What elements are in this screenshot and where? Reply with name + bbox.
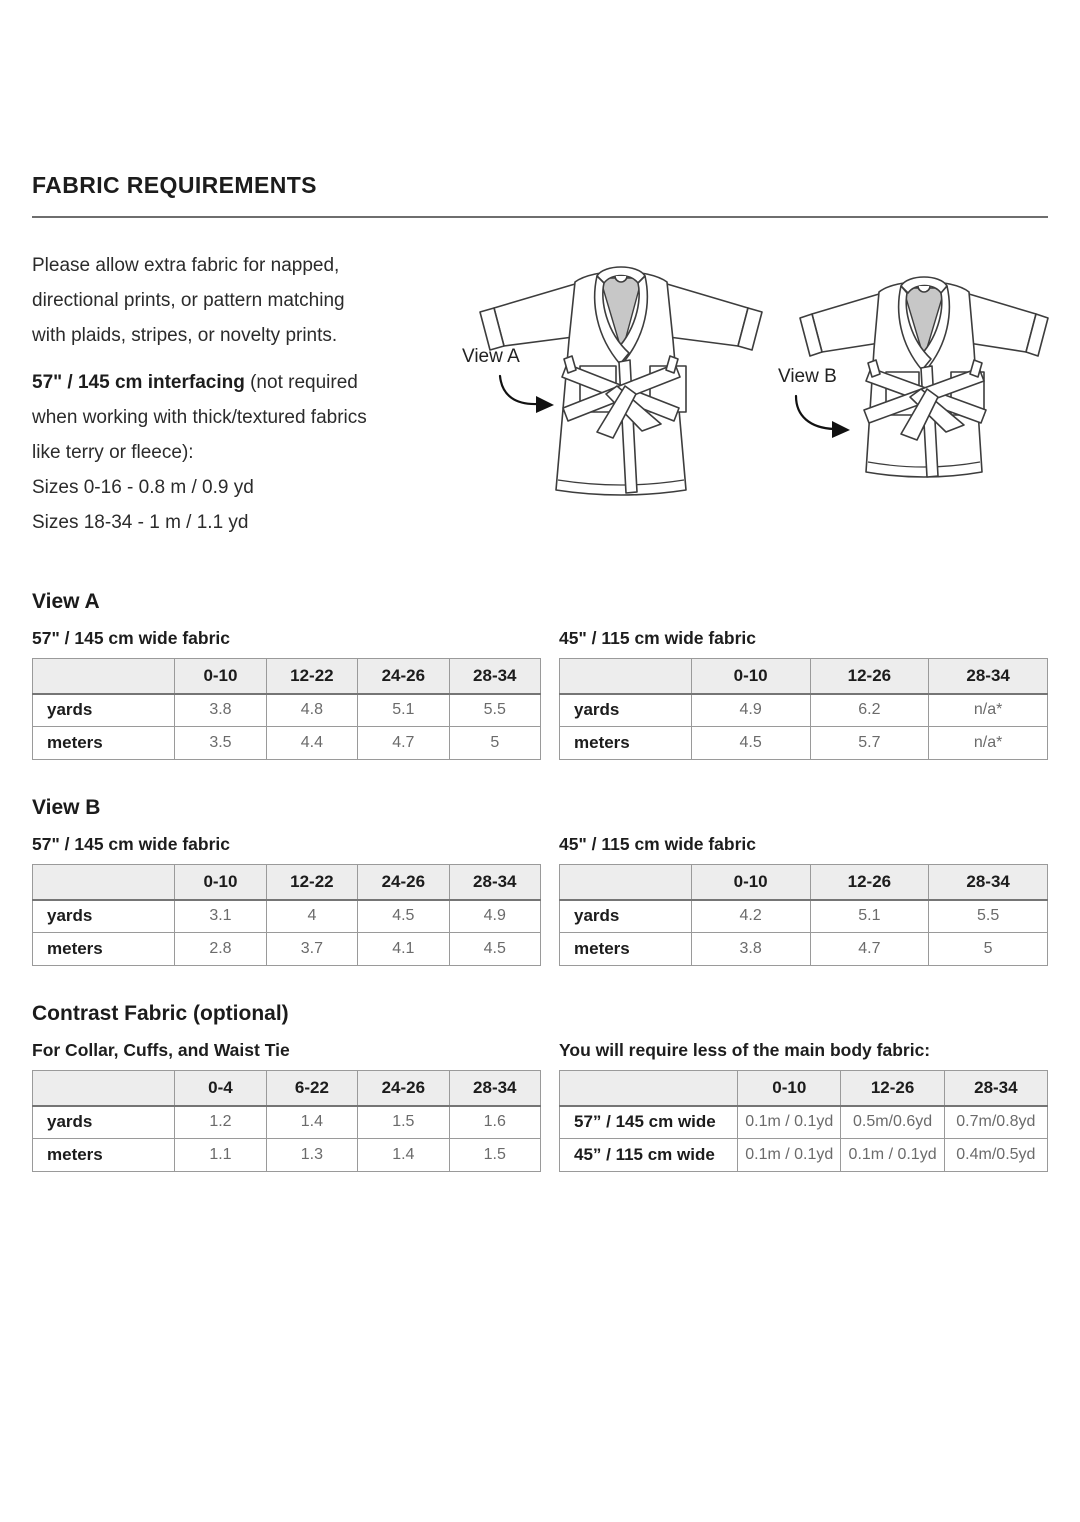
size-range-header: 12-26 — [810, 659, 929, 694]
row-label: yards — [33, 1106, 175, 1139]
contrast-collar-table-title: For Collar, Cuffs, and Waist Tie — [32, 1040, 290, 1060]
fabric-requirements-page — [0, 172, 1080, 1172]
table-cell: 1.5 — [358, 1106, 449, 1139]
table-cell: 0.7m/0.8yd — [944, 1106, 1047, 1139]
table-cell: 4.7 — [358, 727, 449, 760]
table-header-row — [33, 1071, 541, 1106]
table-row — [560, 1139, 1048, 1172]
table-row — [560, 694, 1048, 727]
table-cell: 0.1m / 0.1yd — [738, 1106, 841, 1139]
intro-line: with plaids, stripes, or novelty prints. — [32, 325, 338, 346]
table-cell: 3.8 — [691, 933, 810, 966]
size-range-header: 28-34 — [929, 865, 1048, 900]
row-label: meters — [33, 727, 175, 760]
interfacing-line: like terry or fleece): — [32, 442, 194, 463]
size-range-header: 24-26 — [358, 865, 449, 900]
table-row — [560, 900, 1048, 933]
corner-cell — [33, 659, 175, 694]
table-cell: 1.6 — [449, 1106, 540, 1139]
row-label: yards — [33, 900, 175, 933]
row-label: yards — [560, 900, 692, 933]
interfacing-sizes-line: Sizes 18-34 - 1 m / 1.1 yd — [32, 512, 249, 533]
table-row — [33, 1139, 541, 1172]
table-cell: 5 — [929, 933, 1048, 966]
size-range-header: 28-34 — [944, 1071, 1047, 1106]
table-cell: 4.8 — [266, 694, 357, 727]
view-a-tables — [32, 614, 1048, 760]
table-cell: 4.5 — [358, 900, 449, 933]
size-range-header: 0-10 — [691, 659, 810, 694]
row-label: meters — [33, 1139, 175, 1172]
table-cell: 1.2 — [175, 1106, 266, 1139]
intro-line: directional prints, or pattern matching — [32, 290, 345, 311]
view-b-57-table — [32, 864, 541, 966]
table-cell: 4.5 — [449, 933, 540, 966]
size-range-header: 28-34 — [929, 659, 1048, 694]
table-row — [33, 933, 541, 966]
view-b-arrow-icon — [790, 394, 854, 446]
view-a-45-table — [559, 658, 1048, 760]
table-cell: 1.4 — [358, 1139, 449, 1172]
view-a-45-table-title: 45" / 115 cm wide fabric — [559, 628, 757, 648]
table-cell: 4.1 — [358, 933, 449, 966]
contrast-less-table-title: You will require less of the main body fabric: — [559, 1040, 931, 1060]
view-b-tables — [32, 820, 1048, 966]
table-cell: 3.1 — [175, 900, 266, 933]
size-range-header: 0-10 — [175, 865, 266, 900]
interfacing-rest: (not required — [244, 372, 358, 393]
row-label: yards — [33, 694, 175, 727]
table-cell: 1.3 — [266, 1139, 357, 1172]
table-header-row — [33, 659, 541, 694]
row-label: 57” / 145 cm wide — [560, 1106, 738, 1139]
table-cell: 6.2 — [810, 694, 929, 727]
size-range-header: 24-26 — [358, 659, 449, 694]
corner-cell — [33, 865, 175, 900]
table-cell: 5.7 — [810, 727, 929, 760]
table-cell: 4.9 — [449, 900, 540, 933]
table-cell: 0.4m/0.5yd — [944, 1139, 1047, 1172]
view-b-45-table-title: 45" / 115 cm wide fabric — [559, 834, 757, 854]
table-cell: 4.9 — [691, 694, 810, 727]
table-cell: 4.2 — [691, 900, 810, 933]
size-range-header: 0-10 — [691, 865, 810, 900]
intro-line: Please allow extra fabric for napped, — [32, 255, 340, 276]
table-cell: 4.5 — [691, 727, 810, 760]
table-row — [560, 727, 1048, 760]
table-cell: n/a* — [929, 694, 1048, 727]
view-b-45-table — [559, 864, 1048, 966]
table-cell: 4 — [266, 900, 357, 933]
size-range-header: 24-26 — [358, 1071, 449, 1106]
size-range-header: 28-34 — [449, 865, 540, 900]
table-cell: 1.1 — [175, 1139, 266, 1172]
interfacing-lead: 57" / 145 cm interfacing — [32, 372, 245, 393]
view-a-57-table-title: 57" / 145 cm wide fabric — [32, 628, 230, 648]
table-row — [33, 694, 541, 727]
corner-cell — [33, 1071, 175, 1106]
view-b-section-heading: View B — [32, 796, 101, 819]
contrast-tables — [32, 1026, 1048, 1172]
intro-row — [32, 242, 1048, 576]
title-divider — [32, 216, 1048, 218]
intro-text — [32, 242, 452, 576]
size-range-header: 0-4 — [175, 1071, 266, 1106]
contrast-less-table — [559, 1070, 1048, 1172]
view-a-arrow-icon — [492, 374, 556, 424]
size-range-header: 28-34 — [449, 1071, 540, 1106]
table-cell: 3.7 — [266, 933, 357, 966]
contrast-section-heading: Contrast Fabric (optional) — [32, 1002, 289, 1025]
table-cell: 3.8 — [175, 694, 266, 727]
table-cell: 5.1 — [810, 900, 929, 933]
row-label: yards — [560, 694, 692, 727]
size-range-header: 12-22 — [266, 865, 357, 900]
size-range-header: 28-34 — [449, 659, 540, 694]
corner-cell — [560, 1071, 738, 1106]
view-a-label: View A — [462, 346, 520, 367]
table-cell: 4.4 — [266, 727, 357, 760]
table-row — [560, 1106, 1048, 1139]
table-cell: 0.1m / 0.1yd — [738, 1139, 841, 1172]
robe-illustrations — [452, 242, 1048, 576]
table-cell: 1.5 — [449, 1139, 540, 1172]
row-label: meters — [560, 727, 692, 760]
size-range-header: 0-10 — [738, 1071, 841, 1106]
view-a-section-heading: View A — [32, 590, 100, 613]
table-header-row — [560, 1071, 1048, 1106]
table-cell: 1.4 — [266, 1106, 357, 1139]
table-cell: 5.5 — [449, 694, 540, 727]
size-range-header: 12-22 — [266, 659, 357, 694]
table-row — [33, 727, 541, 760]
view-b-57-table-title: 57" / 145 cm wide fabric — [32, 834, 230, 854]
view-b-label: View B — [778, 366, 837, 387]
table-cell: 5 — [449, 727, 540, 760]
size-range-header: 6-22 — [266, 1071, 357, 1106]
table-row — [560, 933, 1048, 966]
size-range-header: 12-26 — [841, 1071, 944, 1106]
table-cell: 0.5m/0.6yd — [841, 1106, 944, 1139]
size-range-header: 0-10 — [175, 659, 266, 694]
table-cell: 4.7 — [810, 933, 929, 966]
table-header-row — [33, 865, 541, 900]
contrast-collar-table — [32, 1070, 541, 1172]
row-label: meters — [33, 933, 175, 966]
size-range-header: 12-26 — [810, 865, 929, 900]
table-cell: 0.1m / 0.1yd — [841, 1139, 944, 1172]
table-cell: n/a* — [929, 727, 1048, 760]
table-cell: 5.5 — [929, 900, 1048, 933]
corner-cell — [560, 659, 692, 694]
row-label: meters — [560, 933, 692, 966]
interfacing-sizes-line: Sizes 0-16 - 0.8 m / 0.9 yd — [32, 477, 254, 498]
interfacing-line: when working with thick/textured fabrics — [32, 407, 367, 428]
table-cell: 2.8 — [175, 933, 266, 966]
interfacing-note — [32, 365, 452, 540]
corner-cell — [560, 865, 692, 900]
table-row — [33, 900, 541, 933]
table-cell: 3.5 — [175, 727, 266, 760]
table-cell: 5.1 — [358, 694, 449, 727]
table-row — [33, 1106, 541, 1139]
table-header-row — [560, 865, 1048, 900]
table-header-row — [560, 659, 1048, 694]
row-label: 45” / 115 cm wide — [560, 1139, 738, 1172]
page-title: FABRIC REQUIREMENTS — [32, 172, 317, 198]
view-a-57-table — [32, 658, 541, 760]
